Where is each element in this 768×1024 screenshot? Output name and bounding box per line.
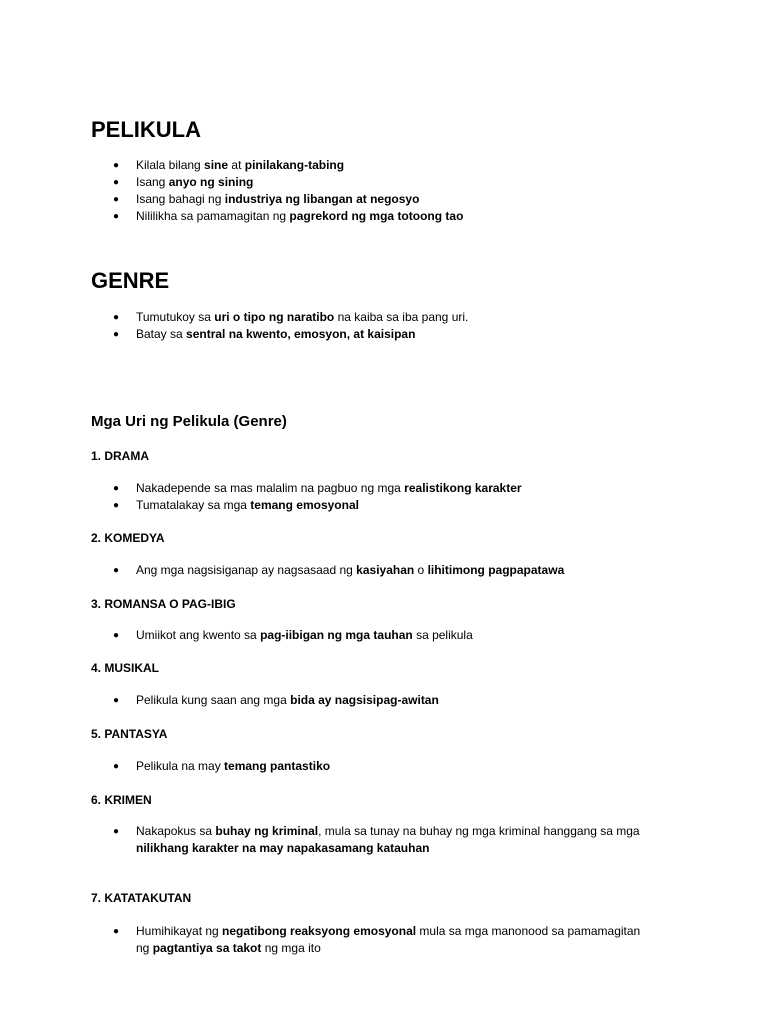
heading-romansa: 3. ROMANSA O PAG-IBIG [91, 597, 236, 611]
bold-text: pagrekord ng mga totoong tao [289, 209, 464, 223]
bold-text: uri o tipo ng naratibo [214, 310, 335, 324]
heading-katatakutan: 7. KATATAKUTAN [91, 891, 192, 905]
bold-text: pagtantiya sa takot [152, 941, 262, 955]
list-item [0, 692, 646, 709]
bold-text: pinilakang-tabing [244, 158, 345, 172]
list-item [0, 174, 646, 191]
bullet-dot-icon: ● [113, 177, 120, 188]
list-item [0, 562, 646, 579]
text-run: Kilala bilang [136, 158, 205, 172]
list-item [0, 627, 646, 644]
bullet-dot-icon: ● [113, 329, 120, 340]
list-item [0, 823, 646, 857]
heading-musikal: 4. MUSIKAL [91, 661, 160, 675]
heading-komedya: 2. KOMEDYA [91, 531, 165, 545]
text-run: o [414, 563, 428, 577]
bold-text: bida ay nagsisipag-awitan [290, 693, 439, 707]
list-item [0, 923, 646, 957]
bullet-dot-icon: ● [113, 312, 120, 323]
heading-krimen: 6. KRIMEN [91, 793, 152, 807]
bold-text: kasiyahan [356, 563, 415, 577]
list-item [0, 326, 646, 343]
list-item [0, 497, 646, 514]
list-krimen [0, 823, 646, 857]
text-run: Isang bahagi ng [136, 192, 225, 206]
list-item [0, 309, 646, 326]
text-run: Nililikha sa pamamagitan ng [136, 209, 290, 223]
bold-text: realistikong karakter [404, 481, 522, 495]
heading-genre: GENRE [91, 268, 170, 293]
list-item [0, 208, 646, 225]
text-run: mula sa mga manonood sa pamamagitan ng [136, 924, 641, 955]
bold-text: anyo ng sining [168, 175, 254, 189]
bullet-dot-icon: ● [113, 565, 120, 576]
bold-text: sine [204, 158, 229, 172]
text-run: Nakapokus sa [136, 824, 216, 838]
bullet-dot-icon: ● [113, 194, 120, 205]
list-genre [0, 309, 646, 343]
bullet-dot-icon: ● [113, 160, 120, 171]
list-musikal [0, 692, 646, 709]
text-run: Tumatalakay sa mga [136, 498, 251, 512]
bullet-dot-icon: ● [113, 483, 120, 494]
list-pantasya [0, 758, 646, 775]
text-run: sa pelikula [412, 628, 473, 642]
text-run: na kaiba sa iba pang uri. [334, 310, 469, 324]
bullet-dot-icon: ● [113, 500, 120, 511]
list-item [0, 480, 646, 497]
text-run: Pelikula kung saan ang mga [136, 693, 291, 707]
text-run: Humihikayat ng [136, 924, 223, 938]
list-pelikula [0, 157, 646, 225]
list-item [0, 157, 646, 174]
bold-text: temang emosyonal [250, 498, 359, 512]
heading-pelikula: PELIKULA [91, 117, 201, 142]
heading-drama: 1. DRAMA [91, 449, 150, 463]
text-run: Tumutukoy sa [136, 310, 215, 324]
bold-text: negatibong reaksyong emosyonal [222, 924, 417, 938]
list-katatakutan [0, 923, 646, 957]
text-run: Isang [136, 175, 169, 189]
bullet-dot-icon: ● [113, 826, 120, 837]
bullet-dot-icon: ● [113, 761, 120, 772]
list-drama [0, 480, 646, 514]
text-run: ng mga ito [261, 941, 321, 955]
list-komedya [0, 562, 646, 579]
heading-mga-uri: Mga Uri ng Pelikula (Genre) [91, 413, 287, 430]
bold-text: industriya ng libangan at negosyo [224, 192, 420, 206]
text-run: Pelikula na may [136, 759, 225, 773]
bold-text: sentral na kwento, emosyon, at kaisipan [186, 327, 416, 341]
heading-pantasya: 5. PANTASYA [91, 727, 168, 741]
bold-text: pag-iibigan ng mga tauhan [260, 628, 413, 642]
list-romansa [0, 627, 646, 644]
text-run: Nakadepende sa mas malalim na pagbuo ng mga [136, 481, 405, 495]
text-run: , mula sa tunay na buhay ng mga kriminal hanggang sa mga [318, 824, 640, 838]
bullet-dot-icon: ● [113, 695, 120, 706]
text-run: Ang mga nagsisiganap ay nagsasaad ng [136, 563, 357, 577]
bullet-dot-icon: ● [113, 211, 120, 222]
list-item [0, 758, 646, 775]
bold-text: buhay ng kriminal [215, 824, 319, 838]
text-run: Umiikot ang kwento sa [136, 628, 261, 642]
bullet-dot-icon: ● [113, 926, 120, 937]
text-run: at [228, 158, 245, 172]
bold-text: nilikhang karakter na may napakasamang katauhan [136, 841, 430, 855]
list-item [0, 191, 646, 208]
bold-text: temang pantastiko [224, 759, 331, 773]
text-run: Batay sa [136, 327, 187, 341]
bullet-dot-icon: ● [113, 630, 120, 641]
bold-text: lihitimong pagpapatawa [427, 563, 565, 577]
